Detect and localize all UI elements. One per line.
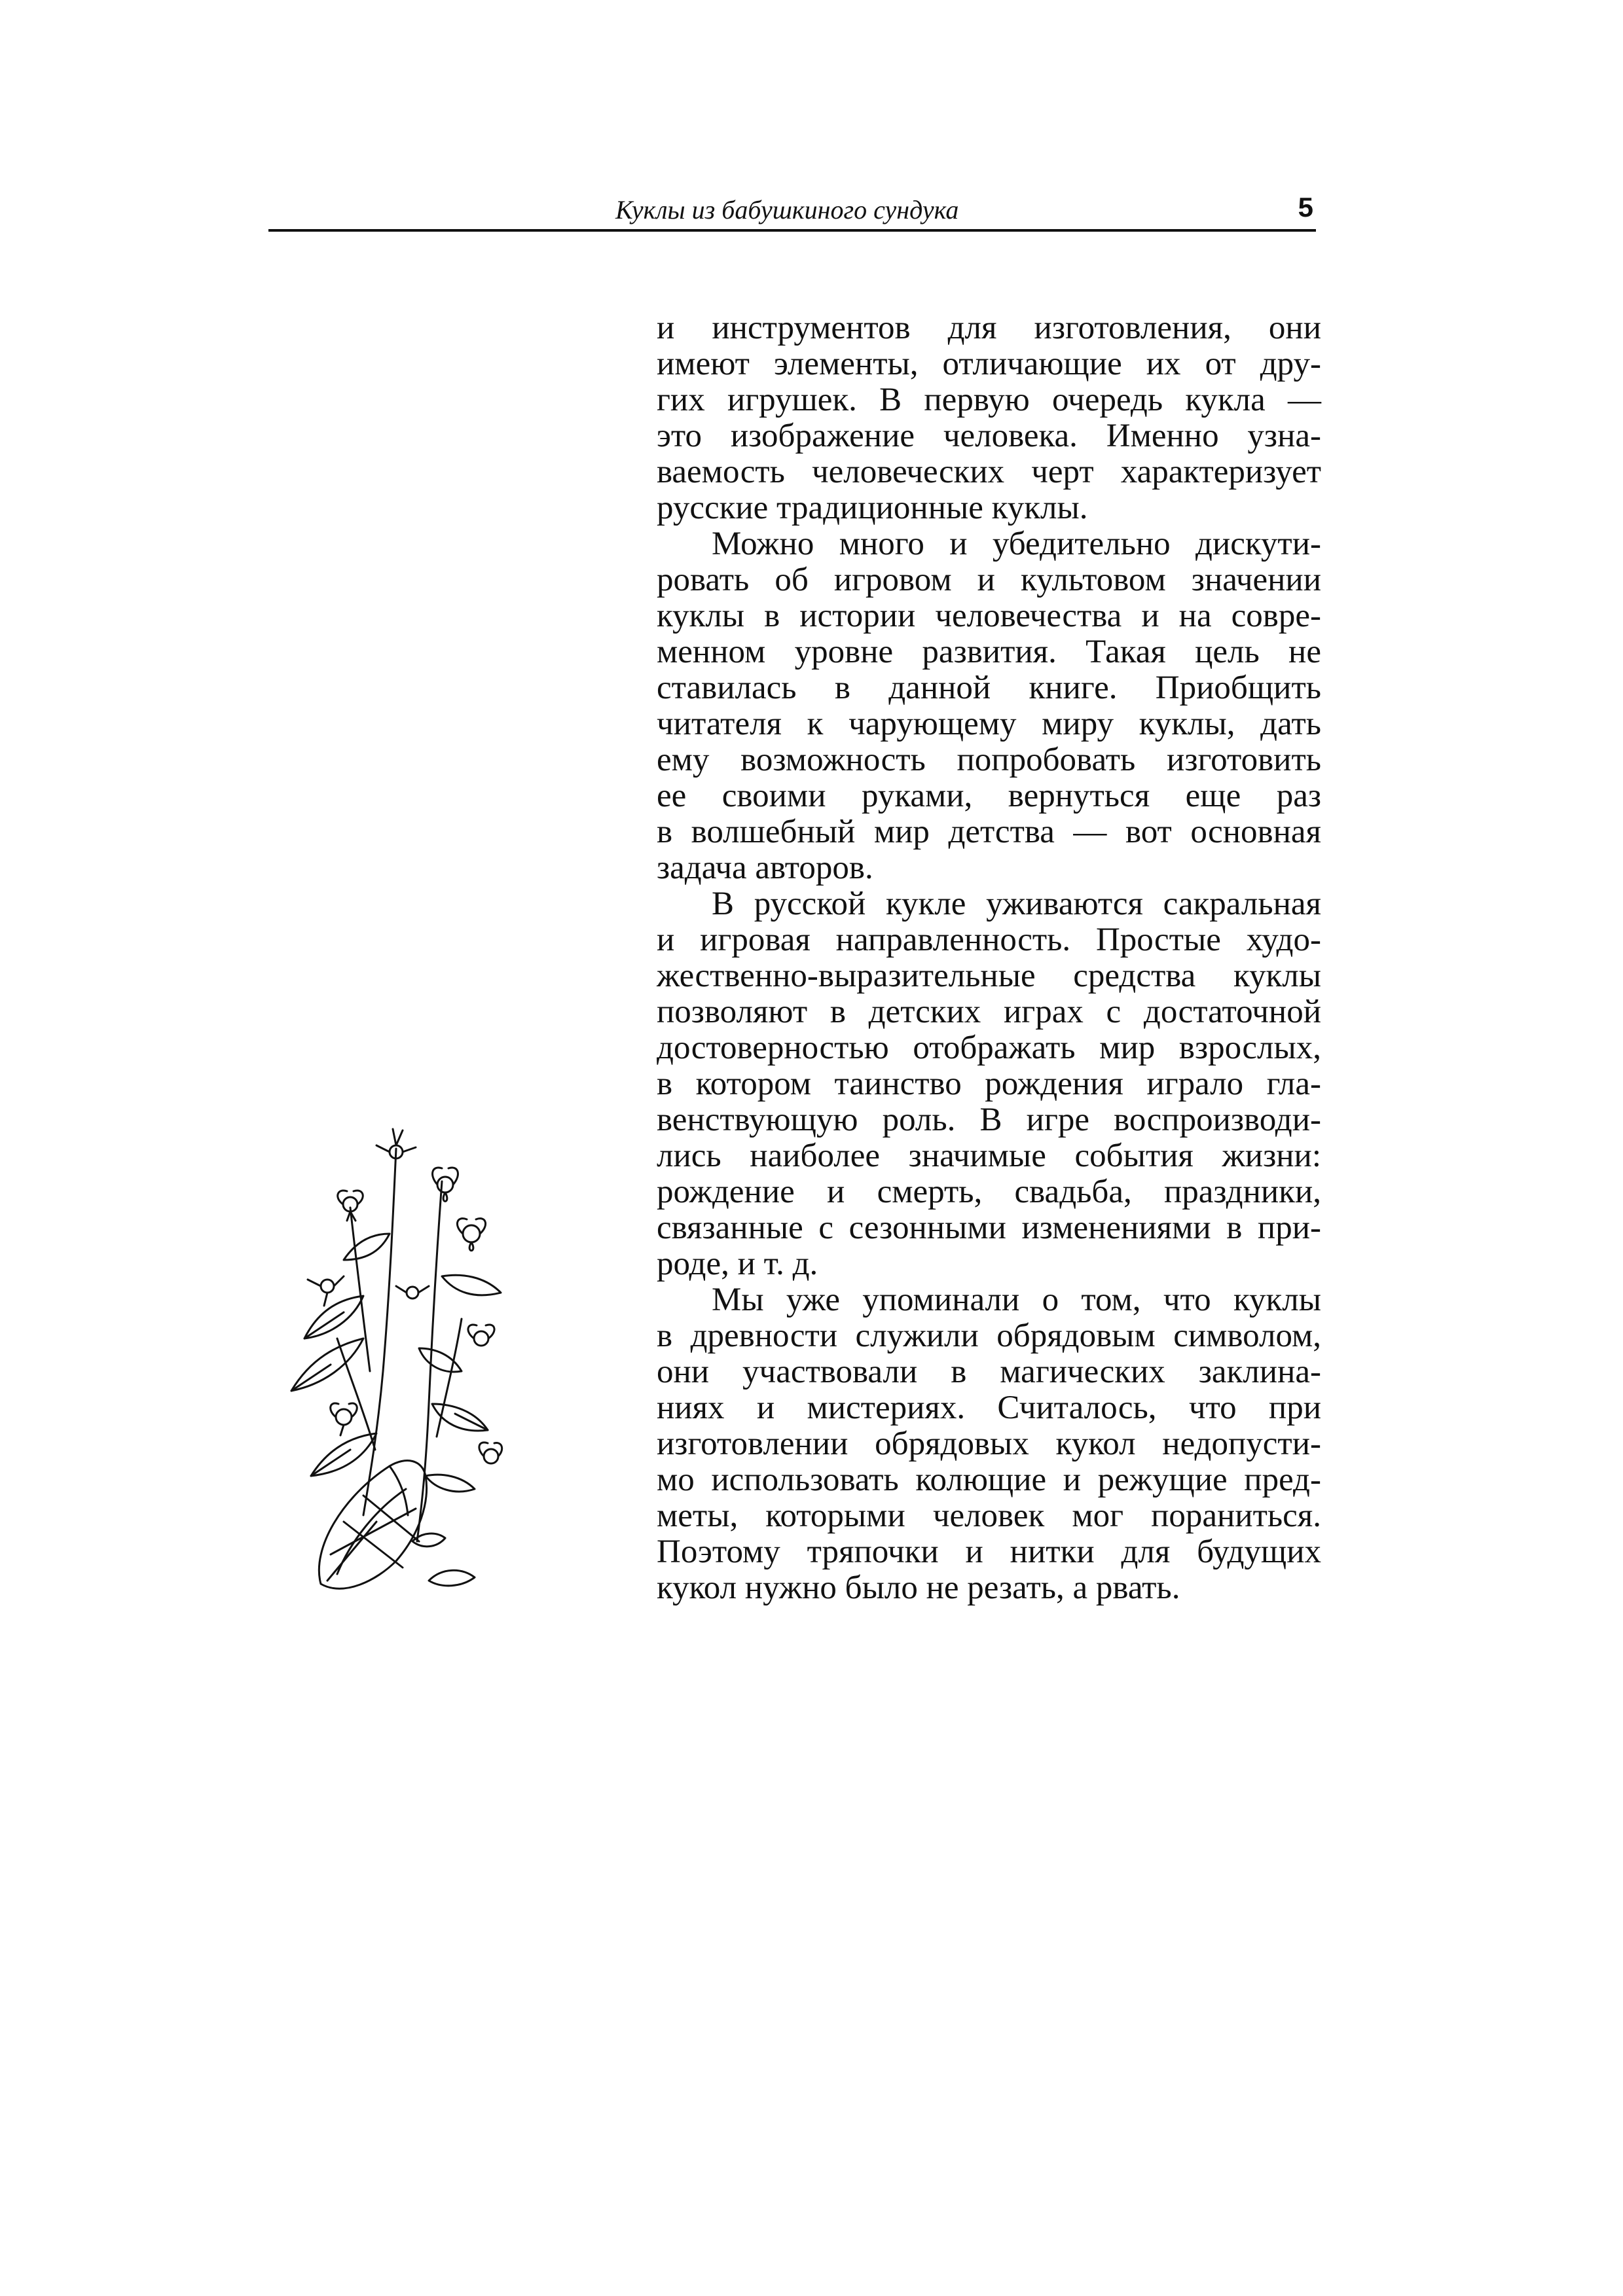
text-line: читателя к чарующему миру куклы, дать [657,706,1321,742]
body-text [657,310,1321,1606]
text-line: Можно много и убедительно дискути- [712,526,1321,562]
text-line: задача авторов. [657,850,873,886]
text-line: кукол нужно было не резать, а рвать. [657,1570,1180,1606]
text-line: жественно-выразительные средства куклы [657,958,1321,994]
text-line: ровать об игровом и культовом значении [657,562,1321,598]
paragraph-2 [657,526,1321,886]
text-line: лись наиболее значимые события жизни: [657,1138,1321,1174]
text-line: русские традиционные куклы. [657,490,1088,526]
paragraph-1 [657,310,1321,526]
text-line: связанные с сезонными изменениями в при- [657,1210,1321,1246]
text-line: и игровая направленность. Простые худо- [657,922,1321,958]
text-line: достоверностью отображать мир взрослых, [657,1030,1321,1066]
text-line: ему возможность попробовать изготовить [657,742,1321,778]
text-line: куклы в истории человечества и на совре- [657,598,1321,634]
text-line: ваемость человеческих черт характеризует [657,454,1321,490]
paragraph-3 [657,886,1321,1282]
text-line: венствующую роль. В игре воспроизводи- [657,1102,1321,1138]
paragraph-4 [657,1282,1321,1606]
text-line: в древности служили обрядовым символом, [657,1318,1321,1354]
text-line: меты, которыми человек мог пораниться. [657,1498,1321,1534]
text-line: в волшебный мир детства — вот основная [657,814,1321,850]
text-line: рождение и смерть, свадьба, праздники, [657,1174,1321,1210]
text-line: имеют элементы, отличающие их от дру- [657,346,1321,382]
text-line: Поэтому тряпочки и нитки для будущих [657,1534,1321,1570]
text-line: роде, и т. д. [657,1246,818,1282]
text-line: ниях и мистериях. Считалось, что при [657,1390,1321,1426]
text-line: позволяют в детских играх с достаточной [657,994,1321,1030]
text-line: в котором таинство рождения играло гла- [657,1066,1321,1102]
text-line: менном уровне развития. Такая цель не [657,634,1321,670]
text-line: это изображение человека. Именно узна- [657,418,1321,454]
text-line: мо использовать колющие и режущие пред- [657,1462,1321,1498]
page-number: 5 [1298,192,1313,223]
text-line: гих игрушек. В первую очередь кукла — [657,382,1321,418]
text-line: В русской кукле уживаются сакральная [712,886,1321,922]
header-title: Куклы из бабушкиного сундука [615,195,959,224]
text-line: и инструментов для изготовления, они [657,310,1321,346]
flowering-plant-with-bast-shoe-icon [265,1122,527,1610]
text-line: ставилась в данной книге. Приобщить [657,670,1321,706]
text-line: ее своими руками, вернуться еще раз [657,778,1321,814]
running-header [268,194,1316,232]
text-line: изготовлении обрядовых кукол недопусти- [657,1426,1321,1462]
header-rule [268,229,1316,232]
text-line: они участвовали в магических заклина- [657,1354,1321,1390]
text-line: Мы уже упоминали о том, что куклы [712,1282,1321,1318]
